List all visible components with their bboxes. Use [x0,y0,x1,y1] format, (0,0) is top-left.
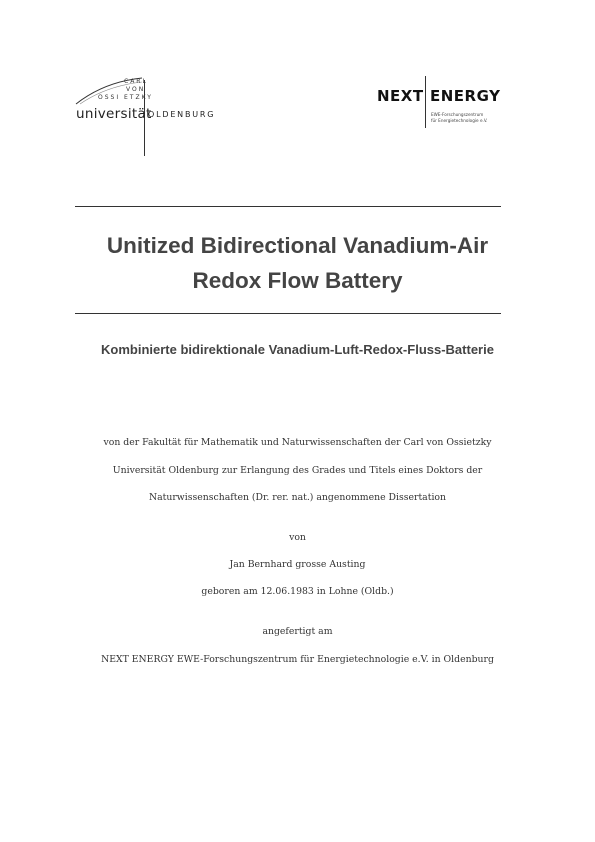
dissertation-text-line-2: Universität Oldenburg zur Erlangung des Grades und Titels eines Doktors der [112,465,483,476]
birth-info: geboren am 12.06.1983 in Lohne (Oldb.) [201,586,394,597]
title-line-2: Redox Flow Battery [192,268,403,293]
title-line-1: Unitized Bidirectional Vanadium-Air [106,233,489,258]
next-energy-logo-divider [425,76,426,128]
logo-text-energy: ENERGY [430,87,501,105]
next-energy-logo [377,76,507,132]
dissertation-text-line-1: von der Fakultät für Mathematik und Naturwissenschaften der Carl von Ossietzky [103,437,492,448]
title-bottom-rule [75,313,501,314]
german-subtitle: Kombinierte bidirektionale Vanadium-Luft-Redox-Fluss-Batterie [101,342,494,357]
title-top-rule [75,206,501,207]
logo-text-ewe: EWE-Forschungszentrum [431,112,484,117]
von-text: von [289,532,306,543]
logo-text-oldenburg: OLDENBURG [148,110,216,119]
logo-text-von: VON [126,86,146,93]
dissertation-text-line-3: Naturwissenschaften (Dr. rer. nat.) angenommene Dissertation [148,492,447,503]
logo-text-carl: CARL [124,78,148,85]
page-title [0,228,595,298]
logo-text-universitaet: universität [76,106,152,122]
author-name: Jan Bernhard grosse Austing [229,559,366,570]
logo-text-next: NEXT [377,87,424,105]
institute-text: NEXT ENERGY EWE-Forschungszentrum für Energietechnologie e.V. in Oldenburg [101,654,494,665]
logo-text-energietechnologie: für Energietechnologie e.V. [431,118,488,123]
university-oldenburg-logo [74,76,224,156]
prepared-at-text: angefertigt am [262,626,333,637]
logo-text-ossietzky: OSSI ETZKY [98,94,153,101]
